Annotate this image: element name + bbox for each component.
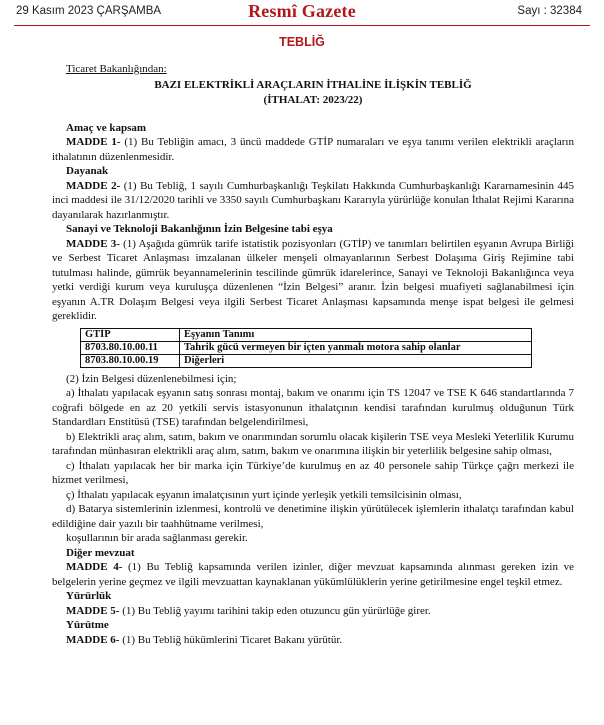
document-body: [52, 62, 574, 647]
clause-b: b) Elektrikli araç alım, satım, bakım ve onarımından sorumlu olacak kişilerin TSE veya Mesleki Yeterlilik Kurumu tarafından münhasıran elektrikli araç alım, satım, bakım ve onarımına ilişkin bir yeterlilik belgesine sahip olması,: [52, 430, 574, 457]
article-5: [52, 604, 574, 619]
clause-cc: ç) İthalatı yapılacak eşyanın imalatçısının yurt içinde yerleşik yetkili temsilcisinin olması,: [66, 488, 462, 501]
article-3: [52, 237, 574, 324]
article-1-text: (1) Bu Tebliğin amacı, 3 üncü maddede GTİP numaraları ve eşya tanımı verilen elektrikli araçların ithalatının düzenlenmesidir.: [52, 136, 574, 163]
heading-other-legislation: Diğer mevzuat: [66, 546, 135, 559]
article-6: [52, 633, 574, 648]
article-4-text: (1) Bu Tebliğ kapsamında verilen izinler, diğer mevzuat kapsamında alınması gereken izin ve belgelerin yerine geçmez ve ilgili mevzuattan kaynaklanan yükümlülüklerin yerine getirilmesine engel teşkil etmez.: [52, 561, 574, 588]
header-divider: [14, 25, 590, 26]
table-header-row: [81, 328, 532, 341]
article-6-text: (1) Bu Tebliğ hükümlerini Ticaret Bakanı yürütür.: [119, 633, 343, 646]
issue-number: Sayı : 32384: [517, 5, 582, 17]
article-6-label: MADDE 6-: [66, 633, 120, 646]
clause-a: a) İthalatı yapılacak eşyanın satış sonrası montaj, bakım ve onarımı için TS 12047 ve TSE K 646 standartlarında 7 coğrafi bölgede en az 20 yetkili servis istasyonunun ithalatçının kendisi tarafından kurulmuş olduğunun Türk Standardları Enstitüsü (TSE) tarafından belgelendirilmesi,: [52, 387, 574, 428]
heading-execution: Yürütme: [66, 619, 109, 631]
clause-d: d) Batarya sistemlerinin izlenmesi, kontrolü ve denetimine ilişkin yürütülecek işlemlerin ithalatçı tarafından kabul edildiğine dair yazılı bir taahhütname verilmesi,: [52, 503, 574, 530]
article-2-label: MADDE 2-: [66, 179, 121, 192]
article-5-text: (1) Bu Tebliğ yayımı tarihini takip eden otuzuncu gün yürürlüğe girer.: [119, 604, 431, 617]
article-5-label: MADDE 5-: [66, 604, 120, 617]
heading-purpose: Amaç ve kapsam: [66, 121, 147, 134]
article-3-text: (1) Aşağıda gümrük tarife istatistik pozisyonları (GTİP) ve tanımları belirtilen eşyanın Avrupa Birliği ve Serbest Ticaret Anlaşması imzalanan ülkeler menşeli olmayanlarının Serbest Dolaşıma Giriş Rejimine tabi tutulması halinde, gümrük beyannamelerinin tescilinde gümrük idarelerince, Sanayi ve Teknoloji Bakanlığınca veya yetki verdiği kurum veya kuruluşça düzenlenen “İzin Belgesi” aranır. İzin belgesi muafiyeti sağlanabilmesi için eşyanın A.TR Dolaşım Belgesi veya ilgili Serbest Ticaret Anlaşması kapsamında menşe ispat belgesi ile gelmesi gereklidir.: [52, 237, 574, 322]
table-cell-description: Diğerleri: [180, 354, 532, 367]
table-row: [81, 341, 532, 354]
clause-closing: koşullarının bir arada sağlanması gerekir.: [66, 532, 248, 544]
article-3-label: MADDE 3-: [66, 237, 120, 250]
gtip-table: [80, 328, 532, 368]
gazette-title: Resmî Gazete: [248, 1, 356, 21]
section-title: TEBLİĞ: [279, 35, 325, 49]
article-1-label: MADDE 1-: [66, 136, 121, 148]
document-title: BAZI ELEKTRİKLİ ARAÇLARIN İTHALİNE İLİŞKİN TEBLİĞ: [154, 78, 472, 91]
table-header-description: Eşyanın Tanımı: [180, 328, 532, 341]
heading-enforcement: Yürürlük: [66, 590, 112, 602]
article-4-label: MADDE 4-: [66, 561, 123, 573]
ministry-name: Ticaret Bakanlığından:: [66, 63, 167, 75]
table-cell-code: 8703.80.10.00.11: [81, 341, 180, 354]
heading-basis: Dayanak: [66, 165, 109, 177]
table-header-gtip: GTİP: [81, 328, 180, 341]
article-4: [52, 560, 574, 589]
article-2-text: (1) Bu Tebliğ, 1 sayılı Cumhurbaşkanlığı Teşkilatı Hakkında Cumhurbaşkanlığı Kararnamesinin 445 inci maddesi ile 31/12/2020 tarihli ve 3350 sayılı Cumhurbaşkanı Kararıyla yürürlüğe konulan İthalat Rejimi Kararına dayanılarak hazırlanmıştır.: [52, 179, 574, 221]
table-row: [81, 354, 532, 367]
table-cell-description: Tahrik gücü vermeyen bir içten yanmalı motora sahip olanlar: [180, 341, 532, 354]
issue-date: 29 Kasım 2023 ÇARŞAMBA: [16, 5, 162, 17]
document-number: (İTHALAT: 2023/22): [263, 94, 363, 106]
clause-c: c) İthalatı yapılacak her bir marka için Türkiye’de kurulmuş en az 40 personele sahip Türkçe çağrı merkezi ile hizmet verilmesi,: [52, 459, 574, 486]
heading-permit: Sanayi ve Teknoloji Bakanlığının İzin Belgesine tabi eşya: [66, 223, 333, 235]
gazette-header: [0, 0, 604, 22]
table-cell-code: 8703.80.10.00.19: [81, 354, 180, 367]
article-1: [52, 135, 574, 164]
paragraph-2: (2) İzin Belgesi düzenlenebilmesi için;: [66, 372, 237, 385]
article-2: [52, 179, 574, 223]
